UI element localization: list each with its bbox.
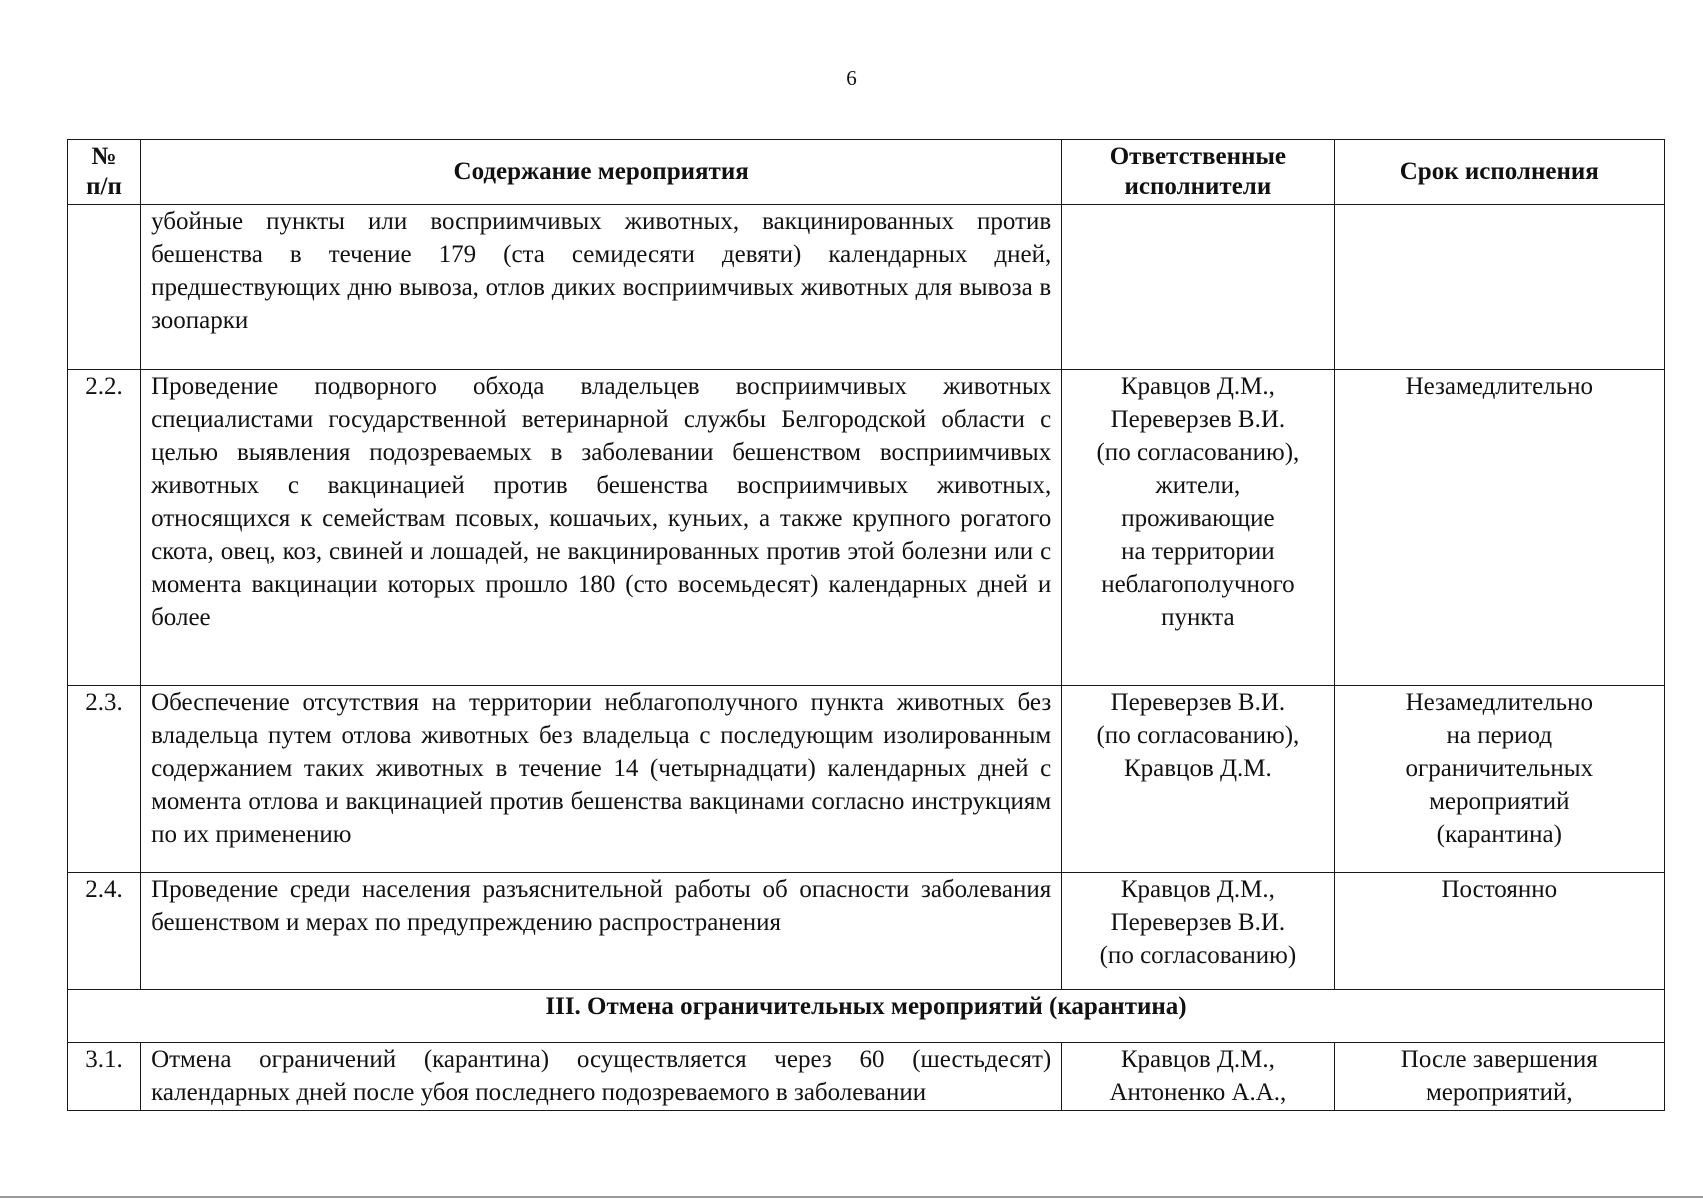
row-responsible xyxy=(1062,1043,1334,1111)
row-content: Проведение подворного обхода владельцев восприимчивых животных специалистами государственной ветеринарной службы Белгородской области с целью выявления подозреваемых в заболевании бешенством восприимчивых животных с вакцинацией против бешенства восприимчивых животных, относящихся к семействам псовых, кошачьих, куньих, а также крупного рогатого скота, овец, коз, свиней и лошадей, не вакцинированных против этой болезни или с момента вакцинации которых прошло 180 (сто восемьдесят) календарных дней и более xyxy=(141,370,1062,686)
header-content: Содержание мероприятия xyxy=(141,140,1062,205)
header-num-line2: п/п xyxy=(86,173,122,200)
deadline-line: мероприятий xyxy=(1429,788,1570,815)
header-deadline: Срок исполнения xyxy=(1334,140,1664,205)
row-responsible xyxy=(1062,370,1334,686)
deadline-line: (карантина) xyxy=(1436,821,1562,848)
section-heading-row xyxy=(68,990,1665,1043)
row-num: 3.1. xyxy=(68,1043,141,1111)
header-responsible-line1: Ответственные xyxy=(1109,143,1287,170)
section-heading: III. Отмена ограничительных мероприятий (карантина) xyxy=(68,990,1665,1043)
deadline-line: Незамедлительно xyxy=(1405,373,1593,400)
responsible-line: Кравцов Д.М., xyxy=(1120,1046,1275,1073)
table-header-row xyxy=(68,140,1665,205)
table-row-2-4 xyxy=(68,873,1665,990)
deadline-line: ограничительных xyxy=(1405,755,1594,782)
row-num xyxy=(68,205,141,370)
responsible-line: Кравцов Д.М. xyxy=(1123,755,1272,782)
responsible-line: Переверзев В.И. xyxy=(1110,406,1286,433)
deadline-line: Незамедлительно xyxy=(1405,689,1593,716)
deadline-line: Постоянно xyxy=(1441,876,1558,903)
row-content: Проведение среди населения разъяснительной работы об опасности заболевания бешенством и мерах по предупреждению распространения xyxy=(141,873,1062,990)
row-num: 2.3. xyxy=(68,686,141,873)
responsible-line: пункта xyxy=(1161,604,1235,631)
table-row-continuation xyxy=(68,205,1665,370)
row-responsible xyxy=(1062,873,1334,990)
responsible-line: Кравцов Д.М., xyxy=(1120,373,1275,400)
responsible-line: проживающие xyxy=(1121,505,1275,532)
scan-bottom-edge xyxy=(0,1196,1703,1198)
responsible-line: (по согласованию) xyxy=(1099,942,1297,969)
responsible-line: Антоненко А.А., xyxy=(1109,1079,1287,1106)
header-responsible xyxy=(1062,140,1334,205)
header-num-line1: № xyxy=(91,143,117,170)
row-responsible xyxy=(1062,205,1334,370)
row-deadline xyxy=(1334,1043,1664,1111)
row-deadline xyxy=(1334,873,1664,990)
row-content: убойные пункты или восприимчивых животных, вакцинированных против бешенства в течение 179 (ста семидесяти девяти) календарных дней, предшествующих дню вывоза, отлов диких восприимчивых животных для вывоза в зоопарки xyxy=(141,205,1062,370)
row-deadline xyxy=(1334,686,1664,873)
deadline-line: После завершения xyxy=(1400,1046,1598,1073)
header-responsible-line2: исполнители xyxy=(1124,173,1272,200)
measures-table xyxy=(67,139,1665,1111)
header-num xyxy=(68,140,141,205)
responsible-line: Кравцов Д.М., xyxy=(1120,876,1275,903)
responsible-line: (по согласованию), xyxy=(1096,722,1300,749)
table-row-2-2 xyxy=(68,370,1665,686)
page-number: 6 xyxy=(846,66,857,90)
row-deadline xyxy=(1334,370,1664,686)
row-content: Обеспечение отсутствия на территории неблагополучного пункта животных без владельца путем отлова животных без владельца с последующим изолированным содержанием таких животных в течение 14 (четырнадцати) календарных дней с момента отлова и вакцинацией против бешенства вакцинами согласно инструкциям по их применению xyxy=(141,686,1062,873)
table-row-2-3 xyxy=(68,686,1665,873)
table-row-3-1 xyxy=(68,1043,1665,1111)
row-responsible xyxy=(1062,686,1334,873)
row-deadline xyxy=(1334,205,1664,370)
responsible-line: на территории xyxy=(1121,538,1275,565)
row-num: 2.2. xyxy=(68,370,141,686)
responsible-line: Переверзев В.И. xyxy=(1110,909,1286,936)
deadline-line: мероприятий, xyxy=(1425,1079,1573,1106)
responsible-line: (по согласованию), xyxy=(1096,439,1300,466)
row-num: 2.4. xyxy=(68,873,141,990)
responsible-line: жители, xyxy=(1155,472,1241,499)
responsible-line: Переверзев В.И. xyxy=(1110,689,1286,716)
deadline-line: на период xyxy=(1446,722,1553,749)
row-content: Отмена ограничений (карантина) осуществляется через 60 (шестьдесят) календарных дней после убоя последнего подозреваемого в заболевании xyxy=(141,1043,1062,1111)
responsible-line: неблагополучного xyxy=(1101,571,1295,598)
